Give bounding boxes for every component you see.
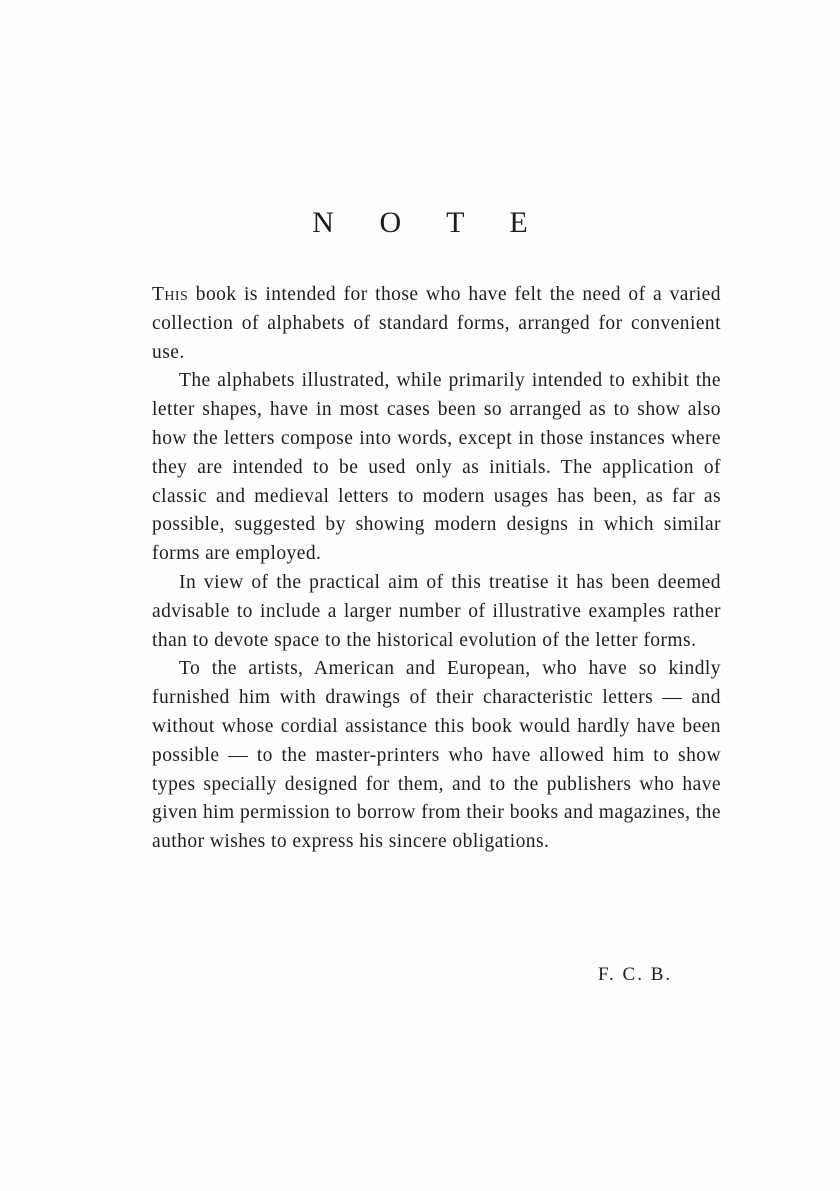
paragraph-1-first-word: This bbox=[152, 284, 189, 305]
paragraph-3: In view of the practical aim of this treatise it has been deemed advisable to include a larger number of illustrative examples rather than to devote space to the historical evolution of the letter forms. bbox=[152, 571, 721, 651]
note-body bbox=[152, 281, 721, 857]
author-initials: F. C. B. bbox=[598, 964, 673, 985]
paragraph-2: The alphabets illustrated, while primarily intended to exhibit the letter shapes, have in most cases been so arranged as to show also how the letters compose into words, except in those instances where they are intended to be used only as initials. The application of classic and medieval letters to modern usages has been, as far as possible, suggested by showing modern designs in which similar forms are employed. bbox=[152, 370, 721, 565]
paragraph-1 bbox=[152, 281, 721, 367]
scan-edge bbox=[0, 0, 30, 1191]
page-title: N O T E bbox=[312, 206, 547, 239]
paragraph-1-text: book is intended for those who have felt the need of a varied collection of alphabets of standard forms, arranged for convenient use. bbox=[152, 284, 721, 363]
paragraph-4: To the artists, American and European, who have so kindly furnished him with drawings of their characteristic letters — and without whose cordial assistance this book would hardly have been possible — to the master-printers who have allowed him to show types specially designed for them, and to the publishers who have given him permission to borrow from their books and magazines, the author wishes to express his sincere obligations. bbox=[152, 658, 721, 853]
